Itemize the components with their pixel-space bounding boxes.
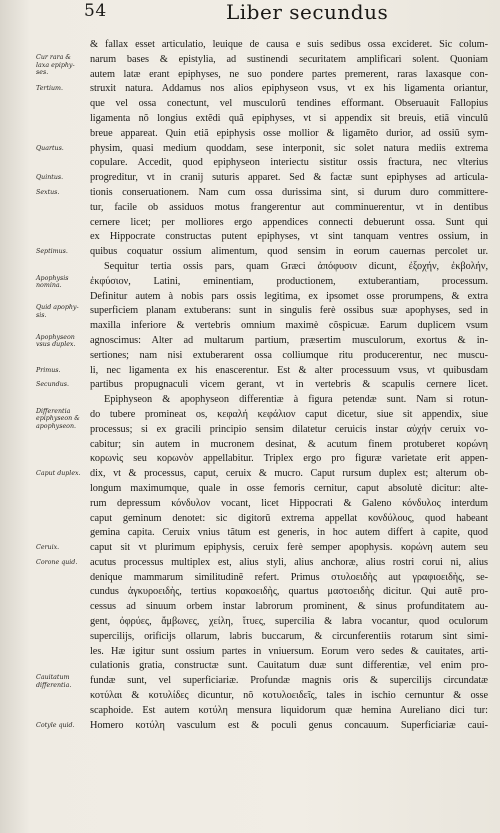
text-line: supercilijs, orificijs ollarum, labris buccarum, & circunferentiis rotarum sint simi- bbox=[90, 630, 488, 642]
body-text bbox=[90, 38, 488, 733]
text-line: gent, ὀφρύες, ἄμβωνες, χείλη, ἴτυες, supercilia & labra vocantur, quod oculorum bbox=[90, 616, 488, 628]
text-line: rum depressum κόνδυλον vocant, licet Hippocrati & Galeno κόνδυλος interdum bbox=[90, 497, 488, 509]
text-line: longum maximumque, quale in osse femoris cernitur, caput absolutè dicitur: alte- bbox=[90, 482, 488, 494]
text-line: tur, facile ob assiduos motus frangerentur aut comminuerentur, vt in dentibus bbox=[90, 201, 488, 213]
text-line: culationis gratia, constructæ sunt. Cauitatum duæ sunt differentiæ, vel enim pro- bbox=[90, 660, 488, 672]
text-line: que vel ossa conectunt, vel musculorũ tendines efformant. Obseruauit Fallopius bbox=[90, 98, 488, 110]
margin-note: Quartus. bbox=[36, 144, 64, 152]
text-line: Definitur autem à nobis pars ossis legitima, ex ipsomet osse prorumpens, & extra bbox=[90, 290, 488, 302]
margin-note: Tertium. bbox=[36, 85, 64, 93]
margin-note: Secundus. bbox=[36, 381, 69, 389]
text-line: struxit natura. Addamus nos alios epiphyseon vsus, vt ex his ligamenta oriantur, bbox=[90, 83, 488, 95]
text-line: ἐκφύσιον, Latini, eminentiam, productionem, extuberantiam, processum. bbox=[90, 275, 488, 287]
text-line: sertiones; nam nisi extuberarent ossa colliumque ritu producerentur, nec muscu- bbox=[90, 349, 488, 361]
margin-note: Quintus. bbox=[36, 174, 64, 182]
margin-note: Apophyseon vsus duplex. bbox=[36, 334, 76, 349]
text-line: κοτύλαι & κοτυλίδες dicuntur, nõ κοτυλοειδεῖς, tales in ischio cernuntur & osse bbox=[90, 690, 488, 702]
text-line: quibus coquatur ossium alimentum, quod sensim in eorum cauernas percolet ur. bbox=[90, 246, 488, 258]
margin-note: Corone quid. bbox=[36, 558, 78, 566]
text-line: Homero κοτύλη vasculum est & poculi genus concauum. Superficiariæ caui- bbox=[90, 719, 488, 731]
text-line: cessus ad sinuum orbem instar labrorum prominent, & sinus profunditatem au- bbox=[90, 601, 488, 613]
text-line: cernere licet; per molliores ergo appendices connecti debuerunt ossa. Sunt qui bbox=[90, 216, 488, 228]
text-line: physim, quasi medium quoddam, sese interponit, sic solet natura mediis extrema bbox=[90, 142, 488, 154]
text-line: gemina capita. Ceruix vnius tãtum est generis, in hoc autem differt à capite, quod bbox=[90, 527, 488, 539]
running-title: Liber secundus bbox=[226, 0, 389, 24]
text-line: tionis conseruationem. Nam cum ossa durissima sint, si durum duro committere- bbox=[90, 186, 488, 198]
margin-note: Ceruix. bbox=[36, 544, 60, 552]
text-line: denique mammarum similitudinẽ refert. Primus στυλοειδὴς aut γραφιοειδὴς, se- bbox=[90, 571, 488, 583]
text-line: acutus processus multiplex est, alius styli, alius anchoræ, alius rostri corui ni, alius bbox=[90, 556, 488, 568]
text-line: maxilla inferiore & vertebris omnium maximè cõspicuæ. Earum duplicem vsum bbox=[90, 320, 488, 332]
text-line: ligamenta nõ longius extẽdi quã epiphyses, vt si appendix sit breuis, etiã vinculũ bbox=[90, 112, 488, 124]
text-line: superficiem planam extuberans: sunt in singulis ferè ossibus suæ apophyses, sed in bbox=[90, 305, 488, 317]
page-header bbox=[0, 0, 500, 34]
text-line: copulare. Accedit, quod epiphyseon interiectu sistitur ossis fractura, nec vlterius bbox=[90, 157, 488, 169]
text-line: dix, vt & processus, caput, ceruix & mucro. Caput rursum duplex est; alterum ob- bbox=[90, 468, 488, 480]
text-line: Epiphyseon & apophyseon differentiæ à figura petendæ sunt. Nam si rotun- bbox=[104, 394, 488, 406]
text-line: agnoscimus: Alter ad multarum partium, præsertim musculorum, exortus & in- bbox=[90, 334, 488, 346]
text-line: li, nec ligamenta ex his enascerentur. Est & alter processuum vsus, vt quibusdam bbox=[90, 364, 488, 376]
margin-note: Apophysis nomina. bbox=[36, 274, 69, 290]
text-line: partibus propugnaculi vicem gerant, vt in vertebris & scapulis cernere licet. bbox=[90, 379, 488, 391]
text-line: caput sit vt plurimum epiphysis, ceruix ferè semper apophysis. κορώνη autem seu bbox=[90, 542, 488, 554]
text-line: ex Hippocrate constructas putent epiphyses, vt sint tanquam ventres ossium, in bbox=[90, 231, 488, 243]
text-line: do tubere promineat os, κεφαλή κεφάλιον caput dicetur, siue sit appendix, siue bbox=[90, 408, 488, 420]
margin-note: Sextus. bbox=[36, 188, 60, 196]
text-line: les. Hæ igitur sunt ossium partes in vniuersum. Eorum vero sedes & cauitates, arti- bbox=[90, 645, 488, 657]
margin-note: Quid apophy- sis. bbox=[36, 304, 79, 319]
margin-note: Cauitatum differentia. bbox=[36, 674, 72, 689]
text-line: & fallax esset articulatio, leuique de causa e suis sedibus ossa excideret. Sic colum- bbox=[90, 39, 488, 50]
margin-note: Cotyle quid. bbox=[36, 721, 75, 729]
margin-note: Differentia epiphyseon & apophyseon. bbox=[36, 408, 80, 430]
margin-note: Caput duplex. bbox=[36, 470, 81, 478]
text-line: breue appareat. Quin etiã epiphysis osse mollior & ligamẽto durior, ad ossiũ sym- bbox=[90, 127, 488, 139]
text-line: fundæ sunt, vel superficiariæ. Profundæ magnis oris & supercilijs circundatæ bbox=[90, 675, 488, 687]
text-line: processus; si ex gracili principio sensim dilatetur ceruicis instar αὐχήν ceruix vo- bbox=[90, 423, 488, 435]
text-line: cundus ἀγκυροειδὴς, tertius κορακοειδὴς, quartus μαστοειδὴς dicitur. Qui autẽ pro- bbox=[90, 586, 488, 598]
margin-note: Septimus. bbox=[36, 248, 68, 256]
text-line: scaphoide. Est autem κοτύλη mensura liquidorum quæ hemina Aureliano dici tur: bbox=[90, 704, 488, 716]
text-line: progreditur, vt in cranij suturis apparet. Sed & factæ sunt epiphyses ad articula- bbox=[90, 172, 488, 184]
text-line: caput geminum denotet: sic digitorũ extrema appellat κονδύλους, quod habeant bbox=[90, 512, 488, 524]
text-line: autem latæ erant epiphyses, ne suo pondere partes premerent, raras laxasque con- bbox=[90, 68, 488, 80]
text-line: cabitur; sin autem in mucronem desinat, & acutum finem protuberet κορώνη bbox=[90, 438, 488, 450]
text-line: κορωνὶς seu κορωνὸν appellabitur. Triplex ergo pro figuræ varietate erit appen- bbox=[90, 453, 488, 465]
margin-note: Cur rara & laxa epiphy- ses. bbox=[36, 54, 75, 77]
text-line: Sequitur tertia ossis pars, quam Græci ἀπόφυσιν dicunt, ἐξοχήν, ἐκβολήν, bbox=[104, 260, 488, 272]
text-line: narum bases & epistylia, ad sustinendi securitatem amplificari solent. Quoniam bbox=[90, 53, 488, 65]
page-number: 54 bbox=[84, 1, 107, 21]
margin-note: Primus. bbox=[36, 366, 61, 374]
